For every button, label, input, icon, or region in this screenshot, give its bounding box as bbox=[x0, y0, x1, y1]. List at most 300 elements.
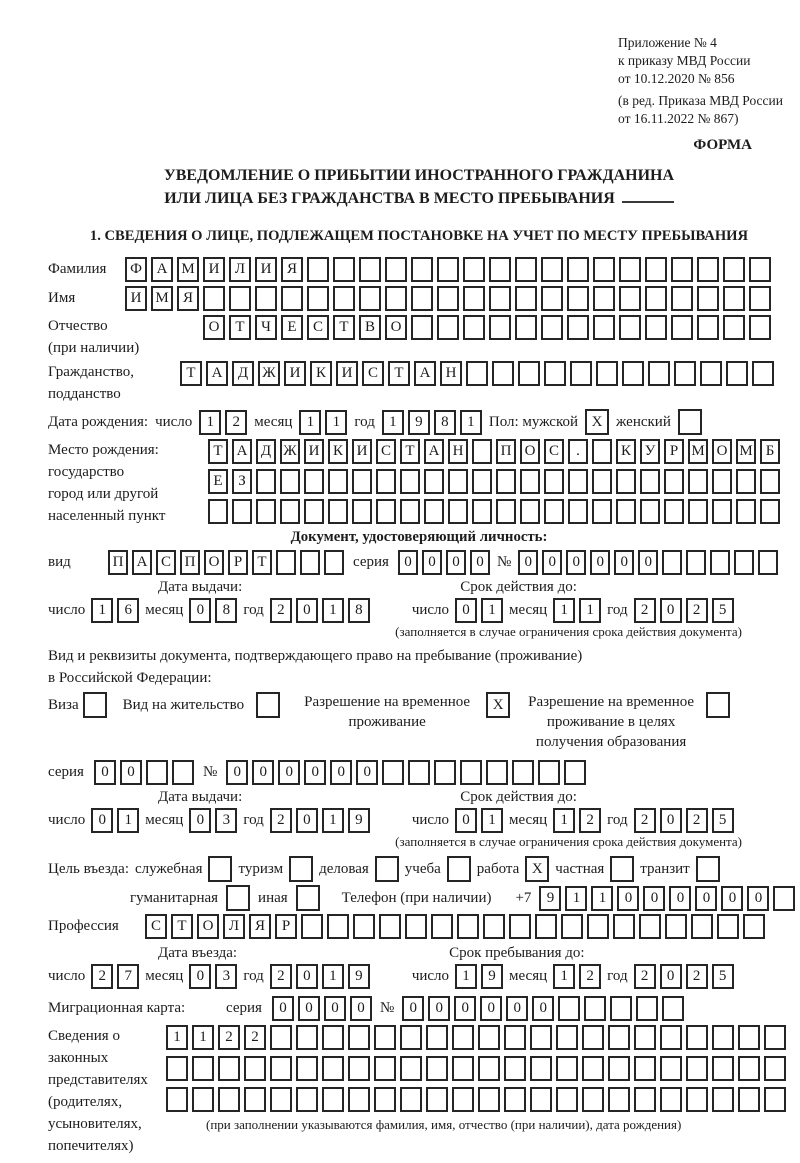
char-cell[interactable]: 8 bbox=[434, 410, 456, 435]
char-cell[interactable] bbox=[556, 1087, 578, 1112]
char-cell[interactable] bbox=[408, 760, 430, 785]
char-cell[interactable]: 1 bbox=[481, 808, 503, 833]
char-cell[interactable] bbox=[400, 499, 420, 524]
char-cell[interactable] bbox=[592, 469, 612, 494]
birth-day-field[interactable] bbox=[199, 410, 247, 435]
char-cell[interactable] bbox=[463, 315, 485, 340]
char-cell[interactable] bbox=[348, 1056, 370, 1081]
visa-checkbox[interactable] bbox=[83, 692, 107, 718]
char-cell[interactable] bbox=[276, 550, 296, 575]
char-cell[interactable]: Я bbox=[177, 286, 199, 311]
mc-series-field[interactable] bbox=[272, 996, 372, 1021]
char-cell[interactable]: 1 bbox=[322, 808, 344, 833]
char-cell[interactable]: Т bbox=[208, 439, 228, 464]
char-cell[interactable]: И bbox=[304, 439, 324, 464]
char-cell[interactable] bbox=[556, 1056, 578, 1081]
char-cell[interactable] bbox=[743, 914, 765, 939]
char-cell[interactable]: 1 bbox=[166, 1025, 188, 1050]
char-cell[interactable]: 0 bbox=[747, 886, 769, 911]
purpose-private-checkbox[interactable] bbox=[610, 856, 634, 882]
char-cell[interactable] bbox=[452, 1087, 474, 1112]
char-cell[interactable] bbox=[686, 1087, 708, 1112]
char-cell[interactable] bbox=[640, 499, 660, 524]
char-cell[interactable]: 0 bbox=[330, 760, 352, 785]
char-cell[interactable] bbox=[712, 1056, 734, 1081]
char-cell[interactable] bbox=[270, 1025, 292, 1050]
char-cell[interactable] bbox=[256, 469, 276, 494]
char-cell[interactable]: И bbox=[125, 286, 147, 311]
char-cell[interactable]: А bbox=[151, 257, 173, 282]
char-cell[interactable] bbox=[764, 1056, 786, 1081]
char-cell[interactable]: О bbox=[712, 439, 732, 464]
char-cell[interactable]: 1 bbox=[460, 410, 482, 435]
char-cell[interactable]: Е bbox=[208, 469, 228, 494]
char-cell[interactable]: 1 bbox=[322, 964, 344, 989]
char-cell[interactable]: О bbox=[385, 315, 407, 340]
char-cell[interactable]: 2 bbox=[579, 808, 601, 833]
char-cell[interactable]: А bbox=[232, 439, 252, 464]
char-cell[interactable]: 0 bbox=[350, 996, 372, 1021]
char-cell[interactable] bbox=[616, 499, 636, 524]
char-cell[interactable] bbox=[582, 1056, 604, 1081]
char-cell[interactable]: 0 bbox=[470, 550, 490, 575]
char-cell[interactable] bbox=[374, 1025, 396, 1050]
char-cell[interactable] bbox=[478, 1087, 500, 1112]
purpose-study-checkbox[interactable] bbox=[447, 856, 471, 882]
char-cell[interactable] bbox=[671, 257, 693, 282]
char-cell[interactable] bbox=[582, 1087, 604, 1112]
char-cell[interactable]: 0 bbox=[480, 996, 502, 1021]
char-cell[interactable] bbox=[166, 1087, 188, 1112]
char-cell[interactable] bbox=[697, 257, 719, 282]
char-cell[interactable]: 5 bbox=[712, 598, 734, 623]
char-cell[interactable] bbox=[296, 1087, 318, 1112]
char-cell[interactable]: 0 bbox=[226, 760, 248, 785]
char-cell[interactable] bbox=[686, 550, 706, 575]
char-cell[interactable]: С bbox=[145, 914, 167, 939]
char-cell[interactable] bbox=[437, 315, 459, 340]
char-cell[interactable] bbox=[280, 499, 300, 524]
char-cell[interactable]: . bbox=[568, 439, 588, 464]
purpose-humanitarian-checkbox[interactable] bbox=[226, 885, 250, 911]
char-cell[interactable] bbox=[515, 257, 537, 282]
char-cell[interactable] bbox=[192, 1056, 214, 1081]
birthplace-field-row1[interactable] bbox=[208, 439, 780, 464]
char-cell[interactable]: 1 bbox=[553, 808, 575, 833]
char-cell[interactable]: Я bbox=[249, 914, 271, 939]
char-cell[interactable]: 0 bbox=[614, 550, 634, 575]
char-cell[interactable] bbox=[452, 1056, 474, 1081]
char-cell[interactable]: 0 bbox=[669, 886, 691, 911]
char-cell[interactable] bbox=[723, 257, 745, 282]
temp-residence-checkbox[interactable]: X bbox=[486, 692, 510, 718]
char-cell[interactable] bbox=[307, 286, 329, 311]
char-cell[interactable] bbox=[411, 257, 433, 282]
char-cell[interactable] bbox=[352, 499, 372, 524]
char-cell[interactable]: 0 bbox=[94, 760, 116, 785]
char-cell[interactable] bbox=[229, 286, 251, 311]
char-cell[interactable] bbox=[723, 286, 745, 311]
char-cell[interactable]: И bbox=[336, 361, 358, 386]
char-cell[interactable] bbox=[712, 469, 732, 494]
char-cell[interactable]: 2 bbox=[579, 964, 601, 989]
char-cell[interactable]: 6 bbox=[117, 598, 139, 623]
id-valid-day-field[interactable] bbox=[455, 598, 503, 623]
char-cell[interactable] bbox=[437, 257, 459, 282]
char-cell[interactable] bbox=[749, 315, 771, 340]
char-cell[interactable]: 1 bbox=[322, 598, 344, 623]
char-cell[interactable] bbox=[333, 257, 355, 282]
char-cell[interactable] bbox=[376, 469, 396, 494]
char-cell[interactable]: 1 bbox=[553, 598, 575, 623]
char-cell[interactable] bbox=[734, 550, 754, 575]
char-cell[interactable] bbox=[738, 1087, 760, 1112]
char-cell[interactable]: Т bbox=[180, 361, 202, 386]
char-cell[interactable] bbox=[664, 469, 684, 494]
char-cell[interactable] bbox=[634, 1025, 656, 1050]
patronymic-field[interactable] bbox=[203, 315, 771, 340]
char-cell[interactable]: Т bbox=[333, 315, 355, 340]
char-cell[interactable] bbox=[592, 499, 612, 524]
char-cell[interactable] bbox=[520, 499, 540, 524]
char-cell[interactable] bbox=[568, 499, 588, 524]
char-cell[interactable] bbox=[304, 469, 324, 494]
char-cell[interactable]: С bbox=[376, 439, 396, 464]
char-cell[interactable]: К bbox=[328, 439, 348, 464]
char-cell[interactable] bbox=[374, 1056, 396, 1081]
char-cell[interactable]: П bbox=[108, 550, 128, 575]
char-cell[interactable] bbox=[328, 499, 348, 524]
char-cell[interactable]: 2 bbox=[244, 1025, 266, 1050]
legal-reps-field-row2[interactable] bbox=[166, 1056, 786, 1081]
birthplace-field-row3[interactable] bbox=[208, 499, 780, 524]
char-cell[interactable] bbox=[726, 361, 748, 386]
char-cell[interactable]: 0 bbox=[638, 550, 658, 575]
char-cell[interactable] bbox=[738, 1025, 760, 1050]
char-cell[interactable] bbox=[758, 550, 778, 575]
char-cell[interactable] bbox=[463, 257, 485, 282]
char-cell[interactable] bbox=[619, 257, 641, 282]
char-cell[interactable]: Ч bbox=[255, 315, 277, 340]
stay-day-field[interactable] bbox=[455, 964, 503, 989]
char-cell[interactable] bbox=[515, 286, 537, 311]
char-cell[interactable] bbox=[232, 499, 252, 524]
char-cell[interactable] bbox=[327, 914, 349, 939]
char-cell[interactable] bbox=[665, 914, 687, 939]
residence-permit-checkbox[interactable] bbox=[256, 692, 280, 718]
char-cell[interactable] bbox=[424, 499, 444, 524]
entry-year-field[interactable] bbox=[270, 964, 370, 989]
char-cell[interactable] bbox=[504, 1087, 526, 1112]
char-cell[interactable] bbox=[535, 914, 557, 939]
char-cell[interactable]: А bbox=[132, 550, 152, 575]
char-cell[interactable]: 0 bbox=[532, 996, 554, 1021]
char-cell[interactable]: 1 bbox=[91, 598, 113, 623]
phone-field[interactable] bbox=[539, 886, 795, 911]
char-cell[interactable] bbox=[515, 315, 537, 340]
char-cell[interactable]: 0 bbox=[324, 996, 346, 1021]
char-cell[interactable]: 1 bbox=[565, 886, 587, 911]
char-cell[interactable] bbox=[359, 286, 381, 311]
char-cell[interactable] bbox=[472, 439, 492, 464]
char-cell[interactable]: К bbox=[616, 439, 636, 464]
char-cell[interactable] bbox=[376, 499, 396, 524]
char-cell[interactable] bbox=[587, 914, 609, 939]
char-cell[interactable]: 1 bbox=[579, 598, 601, 623]
char-cell[interactable] bbox=[359, 257, 381, 282]
char-cell[interactable] bbox=[411, 286, 433, 311]
char-cell[interactable] bbox=[700, 361, 722, 386]
char-cell[interactable] bbox=[244, 1056, 266, 1081]
char-cell[interactable] bbox=[749, 286, 771, 311]
char-cell[interactable] bbox=[645, 315, 667, 340]
char-cell[interactable] bbox=[760, 499, 780, 524]
char-cell[interactable] bbox=[203, 286, 225, 311]
char-cell[interactable] bbox=[582, 1025, 604, 1050]
char-cell[interactable] bbox=[255, 286, 277, 311]
char-cell[interactable] bbox=[686, 1056, 708, 1081]
char-cell[interactable]: 2 bbox=[634, 808, 656, 833]
char-cell[interactable] bbox=[280, 469, 300, 494]
char-cell[interactable]: 9 bbox=[408, 410, 430, 435]
citizenship-field[interactable] bbox=[180, 361, 774, 386]
char-cell[interactable] bbox=[660, 1087, 682, 1112]
char-cell[interactable] bbox=[760, 469, 780, 494]
char-cell[interactable] bbox=[328, 469, 348, 494]
stay-year-field[interactable] bbox=[634, 964, 734, 989]
char-cell[interactable]: Е bbox=[281, 315, 303, 340]
char-cell[interactable]: О bbox=[520, 439, 540, 464]
char-cell[interactable]: 1 bbox=[192, 1025, 214, 1050]
entry-day-field[interactable] bbox=[91, 964, 139, 989]
char-cell[interactable] bbox=[541, 286, 563, 311]
char-cell[interactable]: М bbox=[151, 286, 173, 311]
given-name-field[interactable] bbox=[125, 286, 771, 311]
char-cell[interactable] bbox=[686, 1025, 708, 1050]
char-cell[interactable]: Р bbox=[664, 439, 684, 464]
char-cell[interactable] bbox=[736, 469, 756, 494]
char-cell[interactable] bbox=[348, 1087, 370, 1112]
char-cell[interactable]: 8 bbox=[348, 598, 370, 623]
char-cell[interactable] bbox=[688, 499, 708, 524]
char-cell[interactable]: А bbox=[414, 361, 436, 386]
char-cell[interactable] bbox=[634, 1087, 656, 1112]
char-cell[interactable] bbox=[662, 996, 684, 1021]
char-cell[interactable] bbox=[645, 286, 667, 311]
purpose-official-checkbox[interactable] bbox=[208, 856, 232, 882]
char-cell[interactable]: 1 bbox=[299, 410, 321, 435]
char-cell[interactable] bbox=[166, 1056, 188, 1081]
char-cell[interactable] bbox=[472, 469, 492, 494]
char-cell[interactable]: 0 bbox=[506, 996, 528, 1021]
char-cell[interactable] bbox=[592, 439, 612, 464]
char-cell[interactable] bbox=[567, 286, 589, 311]
char-cell[interactable] bbox=[584, 996, 606, 1021]
mc-number-field[interactable] bbox=[402, 996, 684, 1021]
char-cell[interactable] bbox=[639, 914, 661, 939]
char-cell[interactable]: 9 bbox=[481, 964, 503, 989]
char-cell[interactable]: 0 bbox=[643, 886, 665, 911]
char-cell[interactable]: 2 bbox=[634, 598, 656, 623]
char-cell[interactable] bbox=[512, 760, 534, 785]
char-cell[interactable] bbox=[596, 361, 618, 386]
char-cell[interactable]: 9 bbox=[539, 886, 561, 911]
char-cell[interactable]: 7 bbox=[117, 964, 139, 989]
char-cell[interactable] bbox=[717, 914, 739, 939]
doc-type-field[interactable] bbox=[108, 550, 344, 575]
char-cell[interactable] bbox=[301, 914, 323, 939]
char-cell[interactable] bbox=[448, 499, 468, 524]
char-cell[interactable]: 0 bbox=[402, 996, 424, 1021]
char-cell[interactable]: 0 bbox=[304, 760, 326, 785]
char-cell[interactable] bbox=[489, 257, 511, 282]
char-cell[interactable] bbox=[530, 1025, 552, 1050]
char-cell[interactable] bbox=[379, 914, 401, 939]
char-cell[interactable] bbox=[382, 760, 404, 785]
char-cell[interactable]: 0 bbox=[120, 760, 142, 785]
char-cell[interactable] bbox=[244, 1087, 266, 1112]
char-cell[interactable] bbox=[304, 499, 324, 524]
char-cell[interactable] bbox=[712, 1087, 734, 1112]
char-cell[interactable]: С bbox=[307, 315, 329, 340]
char-cell[interactable] bbox=[593, 257, 615, 282]
char-cell[interactable]: К bbox=[310, 361, 332, 386]
char-cell[interactable] bbox=[192, 1087, 214, 1112]
char-cell[interactable]: Л bbox=[223, 914, 245, 939]
char-cell[interactable]: 5 bbox=[712, 964, 734, 989]
char-cell[interactable]: В bbox=[359, 315, 381, 340]
char-cell[interactable] bbox=[640, 469, 660, 494]
char-cell[interactable] bbox=[478, 1056, 500, 1081]
purpose-transit-checkbox[interactable] bbox=[696, 856, 720, 882]
char-cell[interactable]: 0 bbox=[278, 760, 300, 785]
char-cell[interactable] bbox=[752, 361, 774, 386]
char-cell[interactable]: С bbox=[156, 550, 176, 575]
char-cell[interactable]: 1 bbox=[553, 964, 575, 989]
char-cell[interactable]: 2 bbox=[686, 964, 708, 989]
char-cell[interactable] bbox=[619, 315, 641, 340]
char-cell[interactable]: 0 bbox=[296, 964, 318, 989]
char-cell[interactable]: 1 bbox=[481, 598, 503, 623]
char-cell[interactable] bbox=[489, 286, 511, 311]
rdoc-valid-day-field[interactable] bbox=[455, 808, 503, 833]
char-cell[interactable] bbox=[504, 1025, 526, 1050]
char-cell[interactable] bbox=[688, 469, 708, 494]
char-cell[interactable] bbox=[486, 760, 508, 785]
char-cell[interactable]: 0 bbox=[590, 550, 610, 575]
char-cell[interactable] bbox=[448, 469, 468, 494]
purpose-other-checkbox[interactable] bbox=[296, 885, 320, 911]
char-cell[interactable] bbox=[593, 315, 615, 340]
char-cell[interactable] bbox=[322, 1025, 344, 1050]
purpose-tourism-checkbox[interactable] bbox=[289, 856, 313, 882]
char-cell[interactable] bbox=[460, 760, 482, 785]
char-cell[interactable] bbox=[712, 1025, 734, 1050]
char-cell[interactable]: М bbox=[688, 439, 708, 464]
char-cell[interactable]: 2 bbox=[91, 964, 113, 989]
char-cell[interactable]: И bbox=[203, 257, 225, 282]
char-cell[interactable] bbox=[426, 1056, 448, 1081]
char-cell[interactable]: И bbox=[352, 439, 372, 464]
purpose-work-checkbox[interactable]: X bbox=[525, 856, 549, 882]
char-cell[interactable]: Т bbox=[229, 315, 251, 340]
rdoc-issue-month-field[interactable] bbox=[189, 808, 237, 833]
char-cell[interactable]: 9 bbox=[348, 808, 370, 833]
sex-male-checkbox[interactable]: X bbox=[585, 409, 609, 435]
char-cell[interactable] bbox=[697, 286, 719, 311]
rdoc-valid-year-field[interactable] bbox=[634, 808, 734, 833]
char-cell[interactable]: 1 bbox=[455, 964, 477, 989]
char-cell[interactable]: 0 bbox=[296, 598, 318, 623]
char-cell[interactable]: 1 bbox=[382, 410, 404, 435]
char-cell[interactable] bbox=[518, 361, 540, 386]
char-cell[interactable] bbox=[457, 914, 479, 939]
char-cell[interactable] bbox=[530, 1087, 552, 1112]
stay-month-field[interactable] bbox=[553, 964, 601, 989]
char-cell[interactable] bbox=[608, 1056, 630, 1081]
char-cell[interactable] bbox=[749, 257, 771, 282]
rdoc-issue-year-field[interactable] bbox=[270, 808, 370, 833]
char-cell[interactable] bbox=[400, 1087, 422, 1112]
char-cell[interactable] bbox=[483, 914, 505, 939]
char-cell[interactable]: 2 bbox=[686, 598, 708, 623]
char-cell[interactable]: З bbox=[232, 469, 252, 494]
char-cell[interactable] bbox=[616, 469, 636, 494]
char-cell[interactable]: 0 bbox=[566, 550, 586, 575]
char-cell[interactable] bbox=[558, 996, 580, 1021]
birth-year-field[interactable] bbox=[382, 410, 482, 435]
char-cell[interactable] bbox=[613, 914, 635, 939]
char-cell[interactable]: 0 bbox=[296, 808, 318, 833]
char-cell[interactable] bbox=[538, 760, 560, 785]
char-cell[interactable] bbox=[208, 499, 228, 524]
char-cell[interactable] bbox=[691, 914, 713, 939]
char-cell[interactable] bbox=[218, 1087, 240, 1112]
char-cell[interactable]: Т bbox=[388, 361, 410, 386]
char-cell[interactable]: Н bbox=[440, 361, 462, 386]
char-cell[interactable] bbox=[270, 1087, 292, 1112]
char-cell[interactable] bbox=[434, 760, 456, 785]
char-cell[interactable] bbox=[300, 550, 320, 575]
char-cell[interactable]: О bbox=[197, 914, 219, 939]
char-cell[interactable] bbox=[610, 996, 632, 1021]
purpose-business-checkbox[interactable] bbox=[375, 856, 399, 882]
char-cell[interactable]: 3 bbox=[215, 964, 237, 989]
char-cell[interactable] bbox=[764, 1087, 786, 1112]
char-cell[interactable]: 0 bbox=[660, 598, 682, 623]
char-cell[interactable]: 0 bbox=[542, 550, 562, 575]
char-cell[interactable]: 2 bbox=[686, 808, 708, 833]
char-cell[interactable]: 0 bbox=[660, 964, 682, 989]
char-cell[interactable] bbox=[541, 257, 563, 282]
char-cell[interactable] bbox=[256, 499, 276, 524]
char-cell[interactable]: 9 bbox=[348, 964, 370, 989]
char-cell[interactable]: Ж bbox=[280, 439, 300, 464]
char-cell[interactable] bbox=[634, 1056, 656, 1081]
char-cell[interactable] bbox=[568, 469, 588, 494]
birthplace-field-row2[interactable] bbox=[208, 469, 780, 494]
char-cell[interactable]: И bbox=[255, 257, 277, 282]
char-cell[interactable]: Ж bbox=[258, 361, 280, 386]
char-cell[interactable] bbox=[636, 996, 658, 1021]
char-cell[interactable] bbox=[736, 499, 756, 524]
char-cell[interactable] bbox=[146, 760, 168, 785]
char-cell[interactable] bbox=[530, 1056, 552, 1081]
id-number-field[interactable] bbox=[518, 550, 778, 575]
rdoc-issue-day-field[interactable] bbox=[91, 808, 139, 833]
char-cell[interactable] bbox=[544, 499, 564, 524]
char-cell[interactable] bbox=[671, 286, 693, 311]
